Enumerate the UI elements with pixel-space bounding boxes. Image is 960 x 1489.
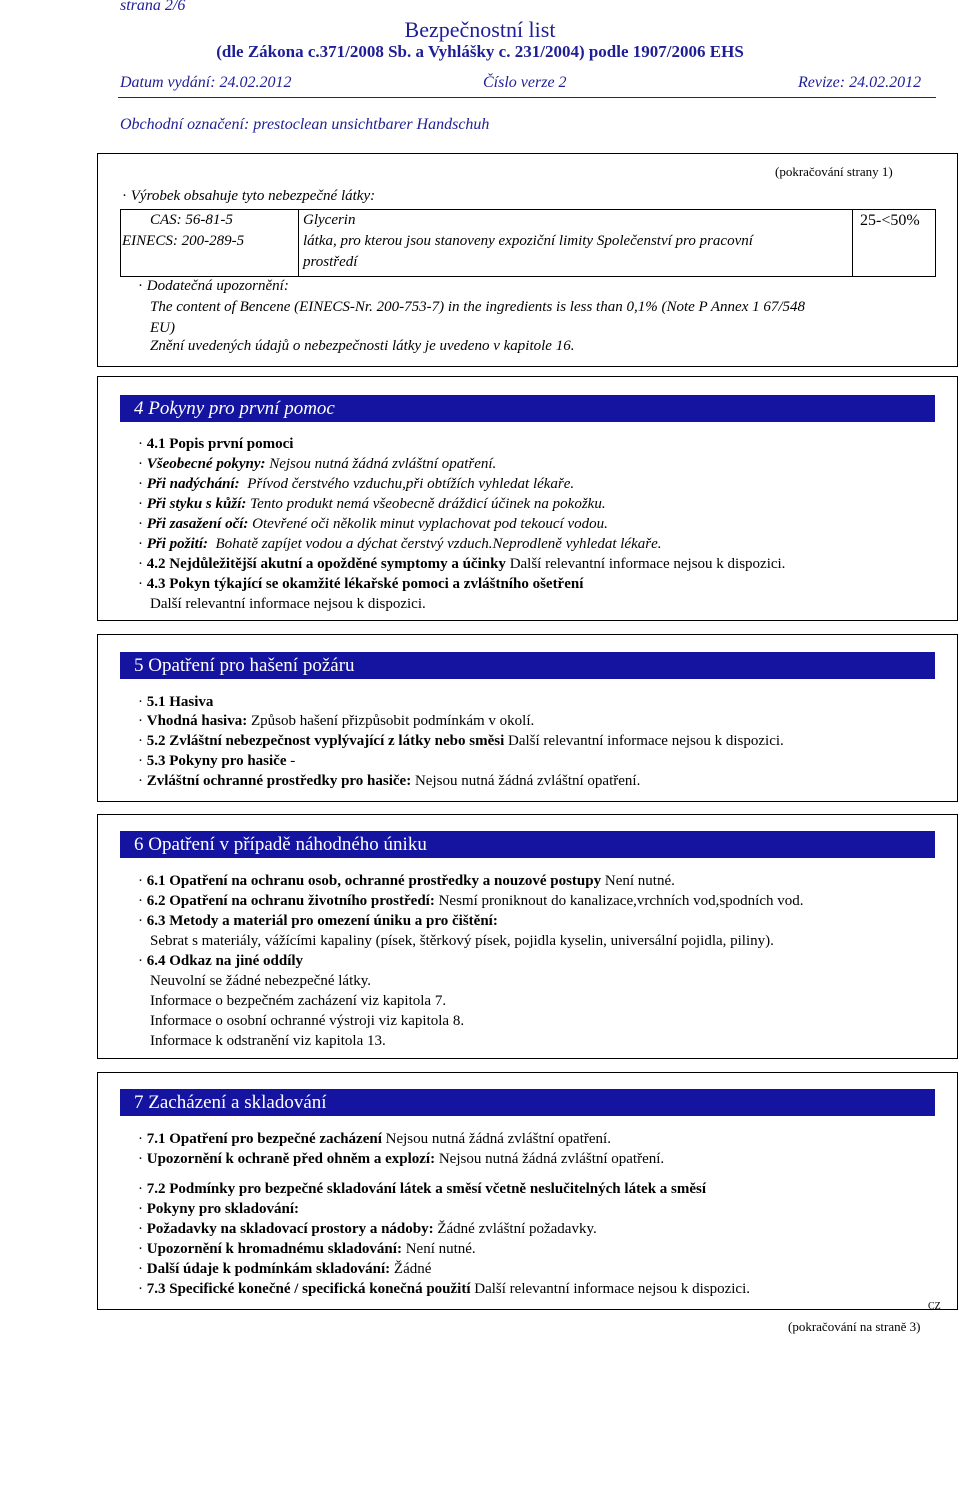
s7-line-4	[138, 1201, 299, 1218]
s5-line-1	[138, 694, 213, 711]
s7-text: Nejsou nutná žádná zvláštní opatření.	[438, 1151, 665, 1167]
s6-line-3	[138, 913, 498, 930]
table-bottom-border	[120, 276, 936, 277]
section-4-title	[120, 395, 935, 422]
s4-line-5	[138, 516, 608, 533]
s5-text: Nejsou nutná žádná zvláštní opatření.	[414, 773, 641, 789]
section-7-title	[120, 1089, 935, 1116]
issue-date: Datum vydání: 24.02.2012	[120, 74, 292, 91]
s7-text: Nejsou nutná žádná zvláštní opatření.	[385, 1131, 611, 1147]
s4-line-6	[138, 536, 661, 553]
table-left-border	[120, 209, 121, 276]
section-4-title-text: 4 Pokyny pro první pomoc	[134, 397, 335, 419]
s6-label: 6.2 Opatření na ochranu životního prostředí:	[146, 893, 435, 909]
s4-text: Přívod čerstvého vzduchu,při obtížích vyhledat lékaře.	[247, 476, 575, 492]
s5-label: 5.2 Zvláštní nebezpečnost vyplývající z látky nebo směsi	[146, 733, 505, 749]
s5-label: 5.3 Pokyny pro hasiče	[146, 753, 287, 769]
section-6-title-text: 6 Opatření v případě náhodného úniku	[134, 833, 427, 855]
version-number: Číslo verze 2	[483, 74, 567, 91]
s7-line-2	[138, 1151, 664, 1168]
s7-label: 7.2 Podmínky pro bezpečné skladování látek a směsí včetně neslučitelných látek a směsí	[146, 1181, 707, 1197]
s7-label: Pokyny pro skladování:	[146, 1201, 300, 1217]
s6-line-2	[138, 893, 804, 910]
s4-label: Při požití:	[146, 536, 209, 552]
s7-text: Další relevantní informace nejsou k dispozici.	[474, 1281, 750, 1297]
s6-line-7: Informace o bezpečném zacházení viz kapitola 7.	[150, 993, 447, 1009]
s7-label: Požadavky na skladovací prostory a nádoby:	[146, 1221, 434, 1237]
s5-line-4	[138, 753, 295, 770]
revision-date: Revize: 24.02.2012	[798, 74, 922, 91]
additional-note-2: EU)	[150, 320, 175, 336]
s7-label: Upozornění k ochraně před ohněm a explozí:	[146, 1151, 436, 1167]
substance-name: Glycerin	[303, 212, 356, 228]
s6-line-4: Sebrat s materiály, vážícími kapaliny (písek, štěrkový písek, pojidla kyselin, universální pojidla, piliny).	[150, 933, 774, 949]
s7-line-7	[138, 1261, 431, 1278]
s6-line-8: Informace o osobní ochranné výstroji viz kapitola 8.	[150, 1013, 465, 1029]
s6-label: 6.3 Metody a materiál pro omezení úniku a pro čištění:	[146, 913, 498, 929]
hazardous-heading: · Výrobek obsahuje tyto nebezpečné látky:	[122, 188, 375, 205]
s6-line-6: Neuvolní se žádné nebezpečné látky.	[150, 973, 372, 989]
continuation-from: (pokračování strany 1)	[775, 164, 893, 179]
s4-label: Při zasažení očí:	[146, 516, 249, 532]
additional-note-1: The content of Bencene (EINECS-Nr. 200-753-7) in the ingredients is less than 0,1% (Note P Annex 1 67/548	[150, 299, 806, 315]
s5-text: Způsob hašení přizpůsobit podmínkám v okolí.	[250, 713, 535, 729]
substance-description: látka, pro kterou jsou stanoveny expoziční limity Společenství pro pracovní	[303, 233, 753, 249]
section-7-title-text: 7 Zacházení a skladování	[134, 1091, 327, 1113]
section-6-title	[120, 831, 935, 858]
s4-label: Všeobecné pokyny:	[146, 456, 266, 472]
s7-label: 7.1 Opatření pro bezpečné zacházení	[146, 1131, 382, 1147]
header-divider	[118, 97, 936, 98]
s5-label: Zvláštní ochranné prostředky pro hasiče:	[146, 773, 412, 789]
s6-line-1	[138, 873, 675, 890]
s7-line-1	[138, 1131, 611, 1148]
s4-line-9: Další relevantní informace nejsou k dispozici.	[150, 596, 426, 612]
table-right-border	[935, 209, 936, 276]
s7-line-6	[138, 1241, 476, 1258]
s7-label: Další údaje k podmínkám skladování:	[146, 1261, 391, 1277]
s4-label: Při nadýchání:	[146, 476, 240, 492]
s5-line-3	[138, 733, 784, 750]
s4-text: Nejsou nutná žádná zvláštní opatření.	[269, 456, 497, 472]
s7-line-5	[138, 1221, 597, 1238]
s4-text: Otevřené oči několik minut vyplachovat pod tekoucí vodou.	[252, 516, 608, 532]
section-5-title	[120, 652, 935, 679]
s6-text: Nesmí proniknout do kanalizace,vrchních vod,spodních vod.	[438, 893, 804, 909]
s4-line-2	[138, 456, 496, 473]
s4-label: 4.2 Nejdůležitější akutní a opožděné symptomy a účinky	[146, 556, 506, 572]
s7-text: Žádné	[393, 1261, 432, 1277]
page-number: strana 2/6	[120, 0, 186, 14]
s4-line-3	[138, 476, 574, 493]
trade-name: Obchodní označení: prestoclean unsichtbarer Handschuh	[120, 116, 490, 133]
table-col-divider	[298, 209, 299, 276]
cas-number: CAS: 56-81-5	[150, 212, 233, 228]
s7-label: 7.3 Specifické konečné / specifická konečná použití	[146, 1281, 471, 1297]
s7-text: Žádné zvláštní požadavky.	[437, 1221, 597, 1237]
s7-label: Upozornění k hromadnému skladování:	[146, 1241, 402, 1257]
s6-line-5	[138, 953, 303, 970]
s6-label: 6.1 Opatření na ochranu osob, ochranné prostředky a nouzové postupy	[146, 873, 602, 889]
s5-label: Vhodná hasiva:	[146, 713, 248, 729]
s4-label: Při styku s kůží:	[146, 496, 247, 512]
substance-description-cont: prostředí	[303, 254, 358, 270]
s7-line-8	[138, 1281, 750, 1298]
s4-line-1	[138, 436, 293, 453]
s7-line-3	[138, 1181, 706, 1198]
document-title: Bezpečnostní list	[404, 17, 556, 42]
additional-heading: · Dodatečná upozornění:	[138, 278, 289, 295]
s4-line-4	[138, 496, 606, 513]
document-subtitle: (dle Zákona c.371/2008 Sb. a Vyhlášky c. 231/2004) podle 1907/2006 EHS	[216, 42, 744, 61]
s5-heading-51: 5.1 Hasiva	[146, 694, 214, 710]
s4-line-7	[138, 556, 785, 573]
einecs-number: EINECS: 200-289-5	[122, 233, 245, 249]
section-5-title-text: 5 Opatření pro hašení požáru	[134, 654, 355, 676]
s5-text: Další relevantní informace nejsou k dispozici.	[508, 733, 784, 749]
continuation-to: (pokračování na straně 3)	[788, 1319, 921, 1334]
s4-line-8	[138, 576, 583, 593]
s6-text: Není nutné.	[604, 873, 675, 889]
concentration: 25-<50%	[860, 212, 920, 229]
s4-text: Další relevantní informace nejsou k dispozici.	[509, 556, 786, 572]
s4-text: Tento produkt nemá všeobecně dráždicí účinek na pokožku.	[250, 496, 606, 512]
s6-line-9: Informace k odstranění viz kapitola 13.	[150, 1033, 386, 1049]
s4-text: Bohatě zapíjet vodou a dýchat čerstvý vzduch.Neprodleně vyhledat lékaře.	[215, 536, 662, 552]
additional-note-3: Znění uvedených údajů o nebezpečnosti látky je uvedeno v kapitole 16.	[150, 338, 575, 354]
s5-text: -	[290, 753, 296, 769]
section-3-continuation-box	[97, 153, 958, 367]
s6-label: 6.4 Odkaz na jiné oddíly	[146, 953, 304, 969]
s4-label: 4.3 Pokyn týkající se okamžité lékařské pomoci a zvláštního ošetření	[146, 576, 584, 592]
s7-text: Není nutné.	[405, 1241, 476, 1257]
s5-line-2	[138, 713, 534, 730]
table-col-divider-2	[852, 209, 853, 276]
table-top-border	[120, 209, 936, 210]
s5-line-5	[138, 773, 640, 790]
s4-heading-41: 4.1 Popis první pomoci	[146, 436, 294, 452]
language-code: CZ	[928, 1301, 941, 1312]
